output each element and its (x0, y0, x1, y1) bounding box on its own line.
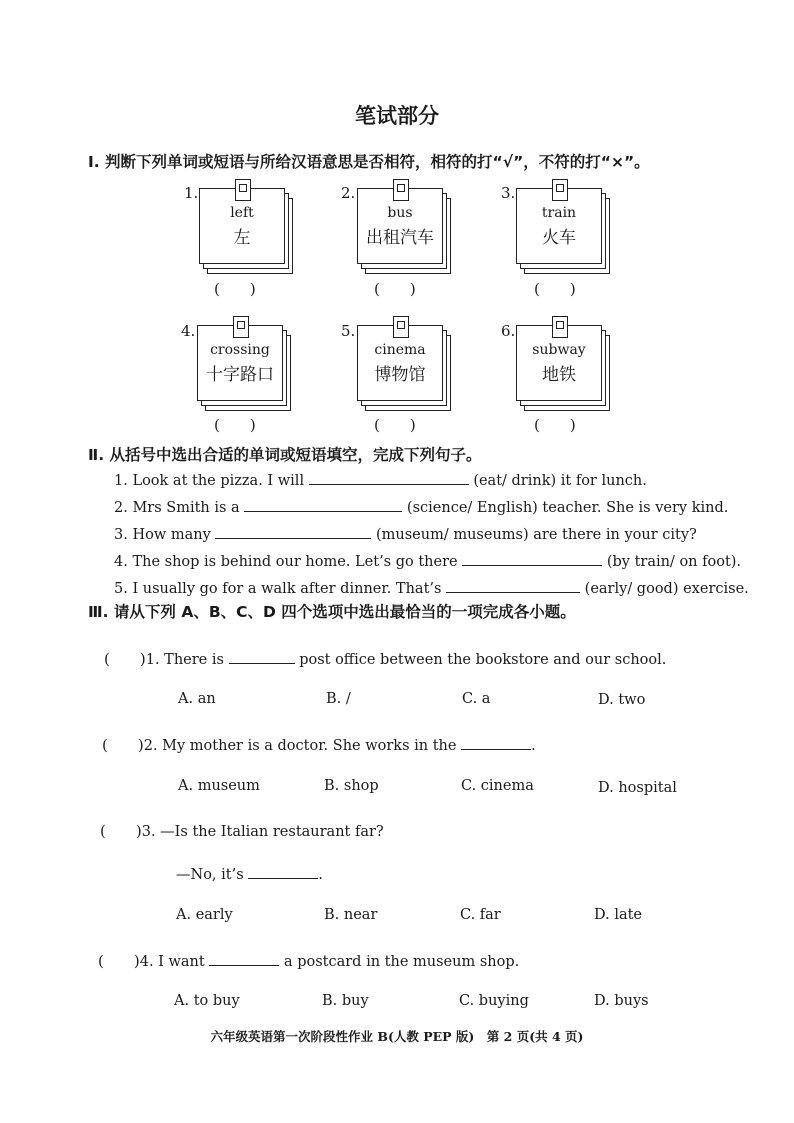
option-b[interactable]: B. buy (322, 993, 369, 1009)
item-number: 1. (184, 184, 199, 202)
question-2: ( )2. My mother is a doctor. She works in the . (102, 736, 536, 754)
note-english: left (230, 205, 254, 221)
answer-paren[interactable]: ( ) (374, 280, 416, 298)
blank-input[interactable] (446, 578, 580, 593)
option-d[interactable]: D. late (594, 907, 643, 923)
paper-clip-icon (552, 179, 568, 201)
note-chinese: 出租汽车 (366, 228, 434, 248)
item-number: 2. (341, 184, 356, 202)
option-a[interactable]: A. museum (178, 778, 260, 794)
paper-clip-icon (393, 179, 409, 201)
note-english: subway (532, 342, 586, 358)
fill-sentence: 3. How many (museum/ museums) are there in your city? (114, 524, 697, 543)
note-chinese: 博物馆 (374, 365, 426, 385)
answer-paren[interactable]: ( ) (534, 416, 576, 434)
sticky-note (515, 325, 615, 415)
sticky-note (356, 188, 456, 278)
page-footer: 六年级英语第一次阶段性作业 B(人教 PEP 版) 第 2 页(共 4 页) (210, 1029, 584, 1044)
section3-heading: Ⅲ. 请从下列 A、B、C、D 四个选项中选出最恰当的一项完成各小题。 (88, 603, 576, 621)
blank-input[interactable] (215, 524, 371, 539)
sticky-note (356, 325, 456, 415)
blank-input[interactable] (462, 551, 602, 566)
answer-paren[interactable]: ( ) (104, 650, 146, 668)
option-c[interactable]: C. cinema (461, 778, 534, 794)
blank-input[interactable] (229, 649, 295, 664)
fill-sentence: 4. The shop is behind our home. Let’s go there (by train/ on foot). (114, 551, 741, 570)
option-b[interactable]: B. near (324, 907, 378, 923)
option-c[interactable]: C. far (460, 907, 501, 923)
option-c[interactable]: C. a (462, 691, 491, 707)
fill-sentence: 5. I usually go for a walk after dinner. That’s (early/ good) exercise. (114, 578, 749, 597)
blank-input[interactable] (248, 864, 318, 879)
sticky-note (196, 325, 296, 415)
note-chinese: 火车 (542, 228, 576, 248)
blank-input[interactable] (244, 497, 402, 512)
item-number: 3. (501, 184, 516, 202)
blank-input[interactable] (461, 735, 531, 750)
item-number: 6. (501, 322, 516, 340)
blank-input[interactable] (309, 470, 469, 485)
option-d[interactable]: D. buys (594, 993, 649, 1009)
option-b[interactable]: B. / (326, 691, 351, 707)
option-c[interactable]: C. buying (459, 993, 529, 1009)
note-english: bus (387, 205, 413, 221)
question-1: ( )1. There is post office between the bookstore and our school. (104, 650, 667, 668)
question-3: ( )3. —Is the Italian restaurant far? (100, 822, 384, 840)
option-a[interactable]: A. to buy (174, 993, 240, 1009)
paper-clip-icon (235, 179, 251, 201)
answer-paren[interactable]: ( ) (102, 736, 144, 754)
section2-heading: Ⅱ. 从括号中选出合适的单词或短语填空，完成下列句子。 (88, 446, 482, 464)
option-d[interactable]: D. hospital (598, 780, 677, 796)
note-chinese: 十字路口 (206, 365, 274, 385)
question-4: ( )4. I want a postcard in the museum shop. (98, 952, 520, 970)
answer-paren[interactable]: ( ) (374, 416, 416, 434)
paper-clip-icon (233, 316, 249, 338)
paper-clip-icon (552, 316, 568, 338)
item-number: 4. (181, 322, 196, 340)
section1-heading: Ⅰ. 判断下列单词或短语与所给汉语意思是否相符，相符的打“√”，不符的打“×”。 (88, 153, 650, 171)
sticky-note (515, 188, 615, 278)
answer-paren[interactable]: ( ) (534, 280, 576, 298)
note-chinese: 左 (233, 228, 251, 248)
answer-paren[interactable]: ( ) (214, 280, 256, 298)
fill-sentence: 1. Look at the pizza. I will (eat/ drink) it for lunch. (114, 470, 647, 489)
fill-sentence: 2. Mrs Smith is a (science/ English) teacher. She is very kind. (114, 497, 728, 516)
answer-paren[interactable]: ( ) (214, 416, 256, 434)
answer-paren[interactable]: ( ) (100, 822, 142, 840)
option-a[interactable]: A. early (176, 907, 233, 923)
option-b[interactable]: B. shop (324, 778, 379, 794)
answer-paren[interactable]: ( ) (98, 952, 140, 970)
paper-clip-icon (393, 316, 409, 338)
blank-input[interactable] (209, 951, 279, 966)
option-a[interactable]: A. an (178, 691, 216, 707)
option-d[interactable]: D. two (598, 692, 646, 708)
note-chinese: 地铁 (542, 365, 576, 385)
note-english: crossing (210, 342, 270, 358)
note-english: cinema (374, 342, 426, 358)
sticky-note (198, 188, 298, 278)
question-3-answer-line: —No, it’s . (176, 864, 323, 883)
note-english: train (541, 205, 577, 221)
item-number: 5. (341, 322, 356, 340)
page-title: 笔试部分 (355, 104, 439, 128)
